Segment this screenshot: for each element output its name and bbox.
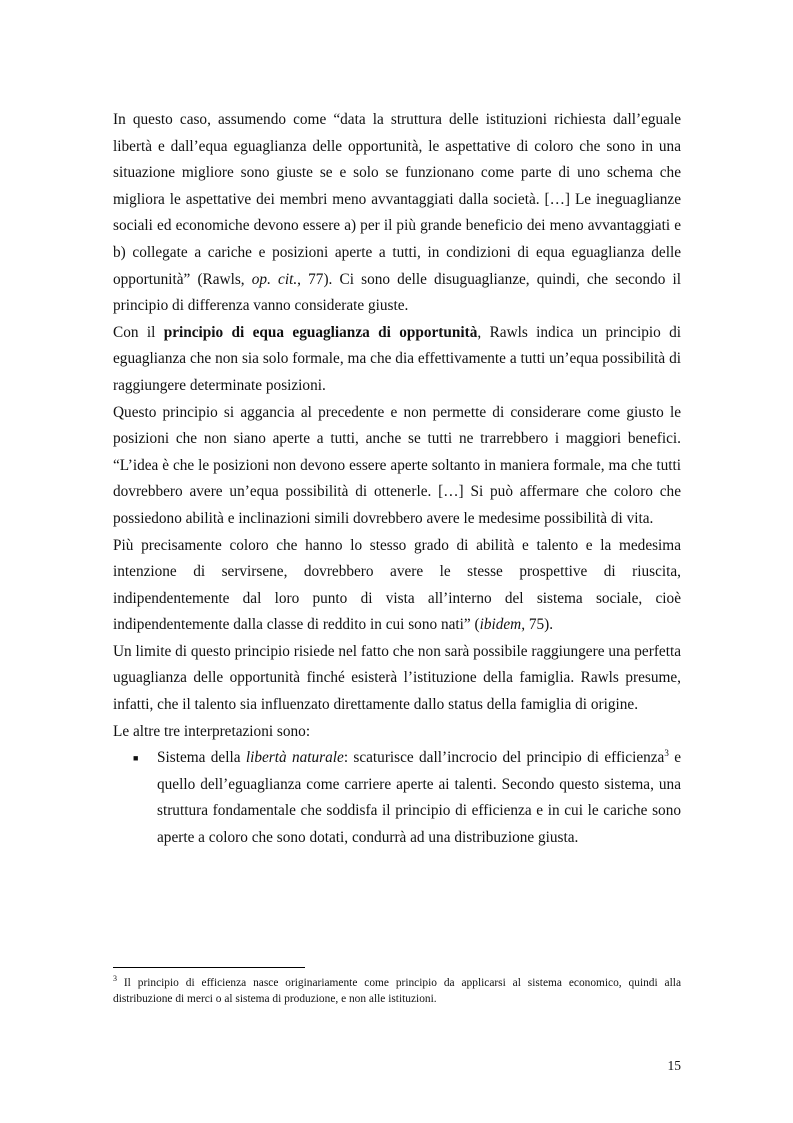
interpretations-list [113, 745, 681, 851]
paragraph-4 [113, 533, 681, 639]
paragraph-2 [113, 320, 681, 400]
footnote-text: Il principio di efficienza nasce originariamente come principio da applicarsi al sistema economico, quindi alla distribuzione di merci o al sistema di produzione, e non alle istituzioni. [113, 977, 681, 1005]
paragraph-1-text: In questo caso, assumendo come “data la struttura delle istituzioni richiesta dall’eguale libertà e dall’equa eguaglianza delle opportunità, le aspettative di coloro che sono in una situazione migliore sono giuste se e solo se funzionano come parte di uno schema che migliora le aspettative dei membri meno avvantaggiati dalla società. […] Le ineguaglianze sociali ed economiche devono essere a) per il più grande beneficio dei meno avvantaggiati e b) collegate a cariche e posizioni aperte a tutti, in condizioni di equa eguaglianza delle opportunità” (Rawls, [113, 111, 681, 288]
footnote-reference[interactable]: 3 [664, 748, 669, 759]
list-item-text: Sistema della [157, 749, 246, 767]
footnote-separator [113, 967, 305, 968]
paragraph-2-text: Con il [113, 323, 164, 341]
paragraph-4-text: Più precisamente coloro che hanno lo stesso grado di abilità e talento e la medesima intenzione di servirsene, dovrebbero avere le stesse prospettive di riuscita, indipendentemente dal loro punto di vista all’interno del sistema sociale, cioè indipendentemente dalla classe di reddito in cui sono nati” ( [113, 536, 681, 634]
paragraph-5: Un limite di questo principio risiede nel fatto che non sarà possibile raggiungere una perfetta uguaglianza delle opportunità finché esisterà l’istituzione della famiglia. Rawls presume, infatti, che il talento sia influenzato direttamente dallo status della famiglia di origine. [113, 642, 681, 714]
page-number: 15 [667, 1058, 681, 1073]
paragraph-1-text-end: , 77). Ci sono delle disuguaglianze, quindi, che secondo il principio di differenza vanno considerate giuste. [113, 270, 681, 315]
bold-term-principio: principio di equa eguaglianza di opportunità [163, 323, 478, 341]
paragraph-6: Le altre tre interpretazioni sono: [113, 722, 311, 740]
footnote-number: 3 [113, 974, 117, 984]
citation-op-cit: op. cit. [251, 270, 298, 288]
footnote [113, 976, 681, 1007]
italic-term: libertà naturale [245, 749, 344, 767]
paragraph-2-text-end: , Rawls indica un principio di eguaglianza che non sia solo formale, ma che dia effettivamente a tutti un’equa possibilità di raggiungere determinate posizioni. [113, 323, 681, 394]
square-bullet-icon: ■ [133, 753, 139, 764]
list-item-text-end: e quello dell’eguaglianza come carriere aperte ai talenti. Secondo questo sistema, una struttura fondamentale che soddisfa il principio di efficienza e in cui le cariche sono aperte a coloro che sono dotati, condurrà ad una distribuzione giusta. [157, 749, 681, 847]
list-item-text-mid: : scaturisce dall’incrocio del principio di efficienza [343, 749, 665, 767]
paragraph-4-text-end: 75). [525, 616, 554, 634]
paragraph-1 [113, 107, 681, 320]
body-text [113, 107, 681, 852]
paragraph-3: Questo principio si aggancia al precedente e non permette di considerare come giusto le posizioni che non siano aperte a tutti, anche se tutti ne trarrebbero i maggiori benefici. “L’idea è che le posizioni non devono essere aperte soltanto in maniera formale, ma che tutti dovrebbero avere un’equa possibilità di ottenerle. […] Si può affermare che coloro che possiedono abilità e inclinazioni simili dovrebbero avere le medesime possibilità di vita. [113, 403, 681, 527]
citation-ibidem: ibidem, [479, 616, 526, 634]
list-item [133, 745, 681, 851]
